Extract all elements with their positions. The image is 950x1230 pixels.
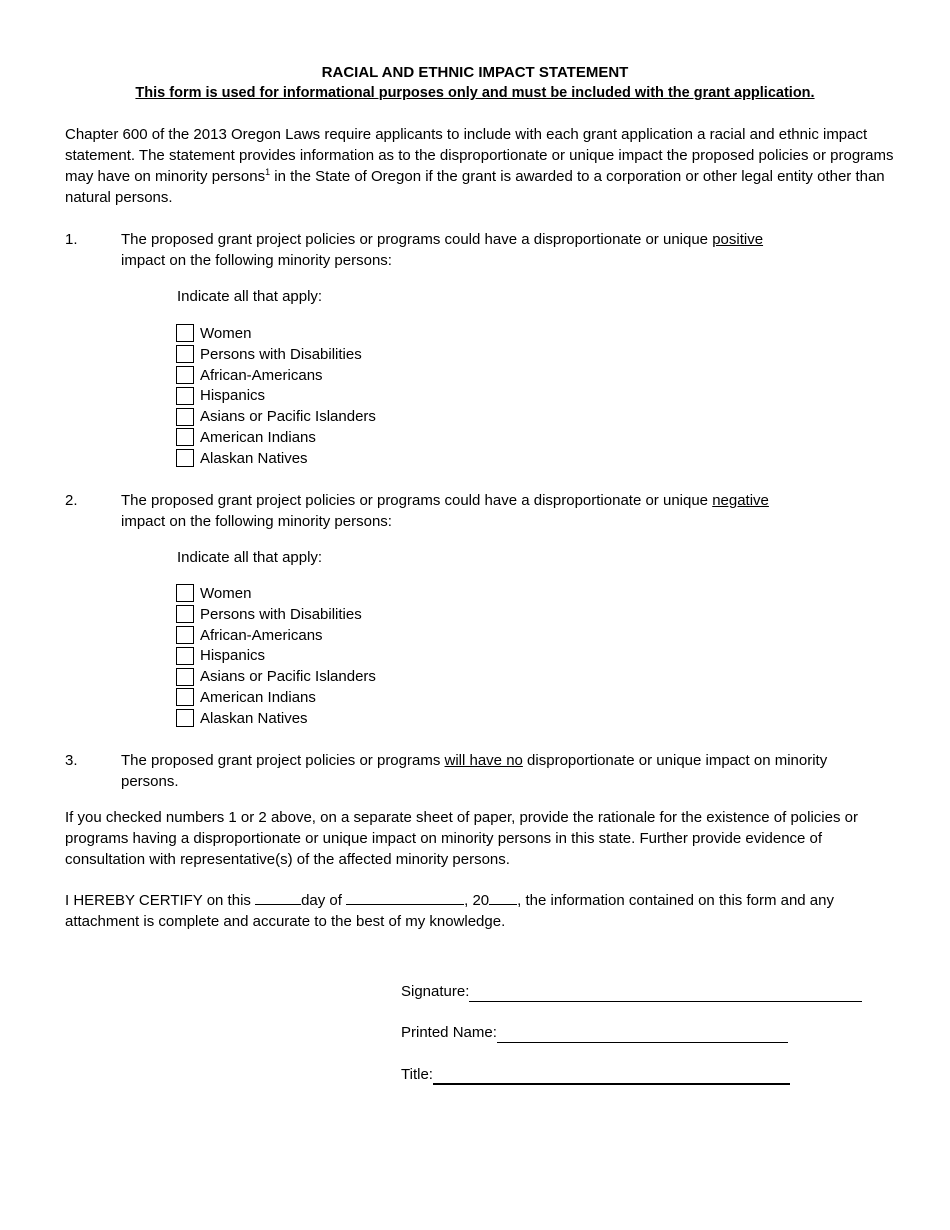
certify-text-c: , 20 (464, 892, 490, 909)
section2-indicate: Indicate all that apply: (177, 549, 323, 566)
day-field[interactable] (255, 890, 301, 905)
section1-option-alaskan-natives[interactable] (176, 448, 376, 469)
section2-option-alaskan-natives[interactable] (176, 708, 376, 729)
section3-text (121, 750, 881, 792)
checkbox[interactable] (176, 366, 194, 384)
section2-text (121, 490, 891, 532)
intro-text: Chapter 600 of the 2013 Oregon Laws require applicants to include with each grant application a racial and ethnic impact statement. The statement provides information as to the disproportionate or unique impact the proposed policies or programs may have on minority persons (65, 126, 894, 185)
section1-option-african-americans[interactable] (176, 365, 376, 386)
option-label: Alaskan Natives (200, 709, 308, 727)
checkbox[interactable] (176, 709, 194, 727)
signature-label: Signature: (401, 983, 470, 1000)
checkbox[interactable] (176, 449, 194, 467)
section1-option-disabilities[interactable] (176, 344, 376, 365)
option-label: Persons with Disabilities (200, 345, 362, 363)
section2-text-a: The proposed grant project policies or programs could have a disproportionate or unique (121, 492, 713, 509)
checkbox[interactable] (176, 428, 194, 446)
checkbox[interactable] (176, 345, 194, 363)
signature-field[interactable] (469, 984, 862, 1002)
section1-option-american-indians[interactable] (176, 427, 376, 448)
section1-option-women[interactable] (176, 323, 376, 344)
option-label: Asians or Pacific Islanders (200, 668, 376, 686)
section1-text-a: The proposed grant project policies or programs could have a disproportionate or unique (121, 231, 713, 248)
option-label: Hispanics (200, 387, 266, 405)
section1-checkbox-list (176, 323, 376, 469)
section2-emphasis: negative (712, 492, 769, 509)
option-label: Hispanics (200, 647, 266, 665)
section3-text-a: The proposed grant project policies or programs (121, 752, 445, 769)
form-subtitle: This form is used for informational purposes only and must be included with the grant application. (135, 85, 815, 101)
checkbox[interactable] (176, 387, 194, 405)
option-label: African-Americans (200, 626, 323, 644)
certify-text-a: I HEREBY CERTIFY on this (65, 892, 256, 909)
section1-number: 1. (65, 231, 78, 248)
section1-text-b: impact on the following minority persons: (121, 252, 392, 269)
section1-emphasis: positive (712, 231, 764, 248)
title-field[interactable] (433, 1066, 790, 1085)
checkbox[interactable] (176, 647, 194, 665)
section1-option-asians[interactable] (176, 406, 376, 427)
option-label: Women (200, 324, 252, 342)
checkbox[interactable] (176, 584, 194, 602)
checkbox[interactable] (176, 688, 194, 706)
option-label: American Indians (200, 688, 316, 706)
title-label: Title: (401, 1066, 433, 1083)
section3-text-b: disproportionate or unique impact on minority persons. (121, 752, 828, 790)
option-label: American Indians (200, 428, 316, 446)
section2-number: 2. (65, 492, 78, 509)
month-field[interactable] (346, 890, 464, 905)
section1-text (121, 229, 891, 271)
section1-indicate: Indicate all that apply: (177, 288, 323, 305)
title-row (401, 1064, 790, 1085)
printed-name-field[interactable] (497, 1025, 788, 1043)
certify-text-d: , the information contained on this form and any attachment is complete and accurate to the best of my knowledge. (65, 892, 834, 930)
intro-paragraph (65, 124, 895, 208)
footnote-mark: 1 (265, 167, 271, 177)
option-label: Alaskan Natives (200, 449, 308, 467)
option-label: African-Americans (200, 366, 323, 384)
certify-text-b: day of (301, 892, 347, 909)
checkbox[interactable] (176, 605, 194, 623)
section2-checkbox-list (176, 583, 376, 729)
section2-option-women[interactable] (176, 583, 376, 604)
checkbox[interactable] (176, 668, 194, 686)
rationale-paragraph: If you checked numbers 1 or 2 above, on a separate sheet of paper, provide the rationale for the existence of policies or programs having a disproportionate or unique impact on minority persons in this state. Further provide evidence of consultation with representative(s) of the affected minority persons. (65, 809, 858, 868)
checkbox[interactable] (176, 324, 194, 342)
signature-row (401, 981, 862, 1002)
checkbox[interactable] (176, 626, 194, 644)
checkbox[interactable] (176, 408, 194, 426)
section2-option-american-indians[interactable] (176, 687, 376, 708)
printed-name-row (401, 1022, 788, 1043)
option-label: Women (200, 584, 252, 602)
section2-option-african-americans[interactable] (176, 625, 376, 646)
section1-option-hispanics[interactable] (176, 385, 376, 406)
section2-text-b: impact on the following minority persons: (121, 513, 392, 530)
certify-paragraph (65, 890, 895, 932)
intro-text-cont: in the State of Oregon if the grant is awarded to a corporation or other legal entity other than natural persons. (65, 168, 885, 206)
option-label: Asians or Pacific Islanders (200, 408, 376, 426)
year-field[interactable] (489, 890, 517, 905)
option-label: Persons with Disabilities (200, 605, 362, 623)
section2-option-disabilities[interactable] (176, 604, 376, 625)
printed-name-label: Printed Name: (401, 1024, 497, 1041)
section3-emphasis: will have no (444, 752, 523, 769)
form-title: RACIAL AND ETHNIC IMPACT STATEMENT (321, 64, 629, 81)
section2-option-asians[interactable] (176, 666, 376, 687)
section3-number: 3. (65, 752, 78, 769)
section2-option-hispanics[interactable] (176, 645, 376, 666)
